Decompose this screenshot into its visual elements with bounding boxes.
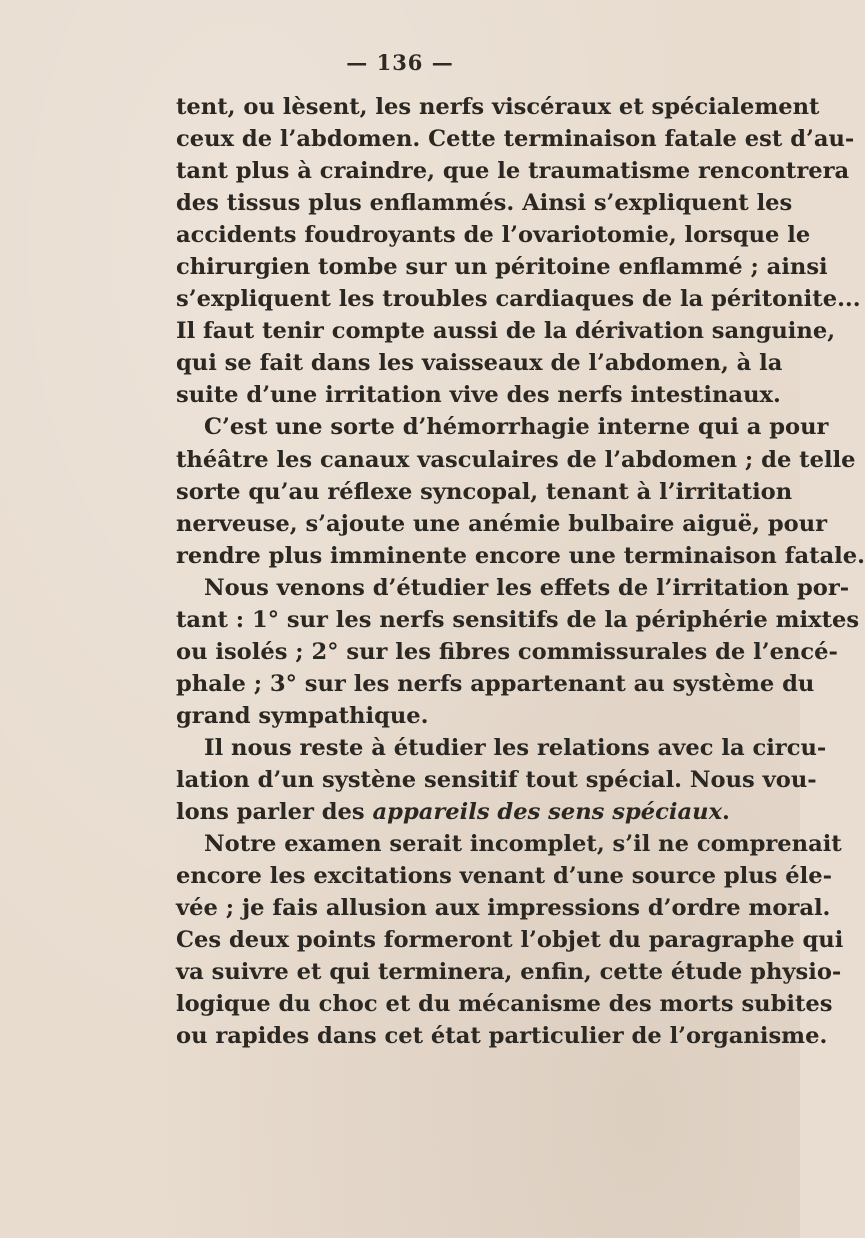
body-text — [176, 91, 865, 1052]
text-line: Il nous reste à étudier les relations avec la circu- — [204, 734, 827, 761]
text-line: ou isolés ; 2° sur les fibres commissurales de l’encé- — [176, 638, 838, 665]
text-line: des tissus plus enflammés. Ainsi s’expliquent les — [176, 190, 793, 217]
text-line: accidents foudroyants de l’ovariotomie, lorsque le — [176, 222, 811, 249]
text-line: sorte qu’au réflexe syncopal, tenant à l’irritation — [176, 478, 793, 505]
text-line: vée ; je fais allusion aux impressions d’ordre moral. — [176, 895, 831, 922]
text-line: lation d’un systène sensitif tout spécial. Nous vou- — [176, 766, 817, 793]
italic-text-run: appareils des sens spéciaux — [372, 799, 723, 826]
text-line: Ces deux points formeront l’objet du paragraphe qui — [176, 927, 844, 954]
text-line: nerveuse, s’ajoute une anémie bulbaire aiguë, pour — [176, 510, 828, 537]
text-line: tant : 1° sur les nerfs sensitifs de la périphérie mixtes — [176, 606, 860, 633]
text-line: qui se fait dans les vaisseaux de l’abdomen, à la — [176, 350, 783, 377]
text-line: Il faut tenir compte aussi de la dérivation sanguine, — [176, 318, 836, 345]
text-line: C’est une sorte d’hémorrhagie interne qui a pour — [204, 414, 829, 441]
text-line: grand sympathique. — [176, 702, 429, 729]
text-line: théâtre les canaux vasculaires de l’abdomen ; de telle — [176, 446, 856, 473]
text-line: tent, ou lèsent, les nerfs viscéraux et spécialement — [176, 94, 820, 120]
text-line: Nous venons d’étudier les effets de l’irritation por- — [204, 574, 850, 601]
text-line-with-italic — [176, 796, 728, 828]
page-number: — 136 — — [346, 50, 454, 75]
text-line: ou rapides dans cet état particulier de l’organisme. — [176, 1023, 828, 1050]
text-line: ceux de l’abdomen. Cette terminaison fatale est d’au- — [176, 126, 855, 153]
text-line: logique du choc et du mécanisme des morts subites — [176, 991, 833, 1018]
text-run: . — [722, 799, 730, 826]
text-line: s’expliquent les troubles cardiaques de la péritonite... — [176, 286, 861, 313]
text-line: chirurgien tombe sur un péritoine enflammé ; ainsi — [176, 254, 828, 281]
text-line: phale ; 3° sur les nerfs appartenant au système du — [176, 670, 815, 697]
text-line: suite d’une irritation vive des nerfs intestinaux. — [176, 382, 781, 409]
text-line: va suivre et qui terminera, enfin, cette étude physio- — [176, 959, 842, 986]
text-line: tant plus à craindre, que le traumatisme rencontrera — [176, 158, 850, 185]
text-line: encore les excitations venant d’une source plus éle- — [176, 863, 832, 890]
text-line: rendre plus imminente encore une terminaison fatale. — [176, 542, 865, 569]
text-line: Notre examen serait incomplet, s’il ne comprenait — [204, 831, 842, 858]
text-run: lons parler des — [176, 799, 373, 826]
